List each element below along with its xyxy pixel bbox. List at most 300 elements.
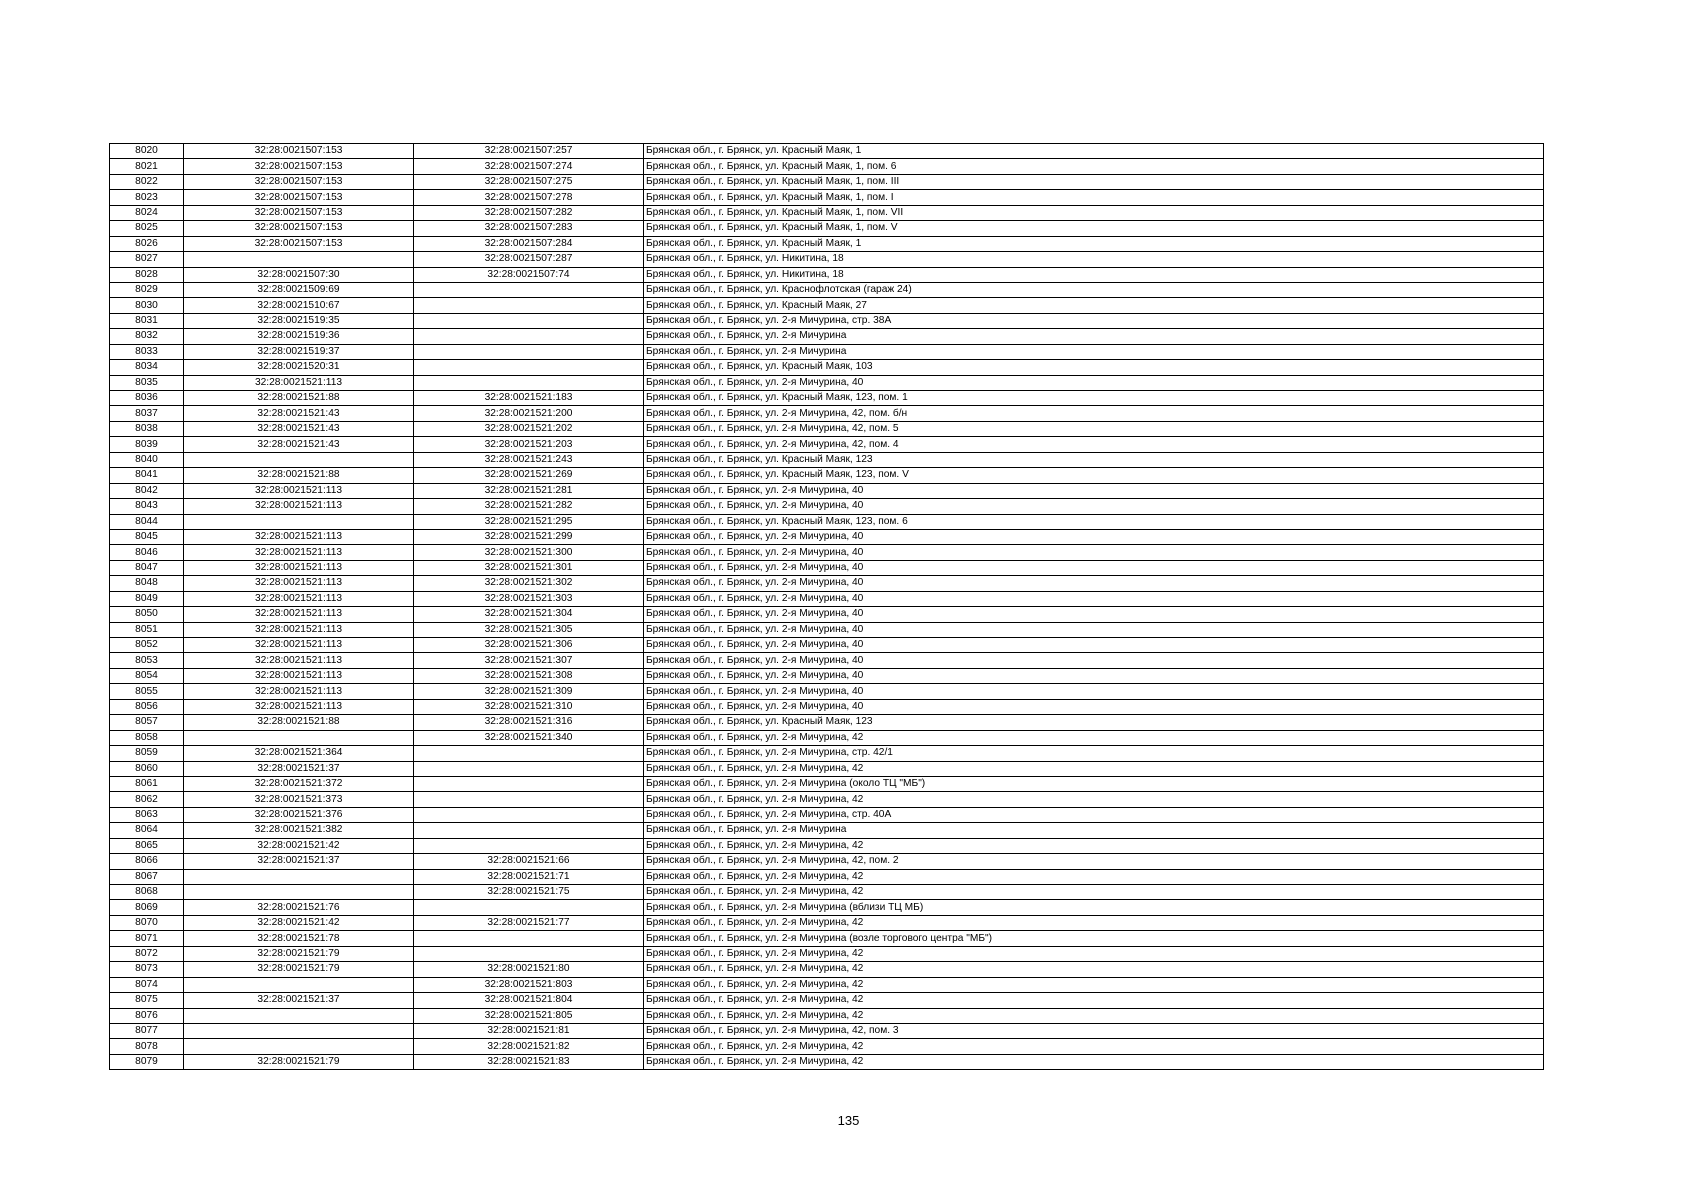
table-row xyxy=(110,499,1544,514)
address-cell: Брянская обл., г. Брянск, ул. Красный Маяк, 123, пом. V xyxy=(644,468,1544,483)
cadastral-number-cell: 32:28:0021507:74 xyxy=(414,267,644,282)
address-cell: Брянская обл., г. Брянск, ул. 2-я Мичурина, 40 xyxy=(644,622,1544,637)
address-cell: Брянская обл., г. Брянск, ул. 2-я Мичурина, 42 xyxy=(644,792,1544,807)
table-row xyxy=(110,885,1544,900)
parent-cadastral-number-cell: 32:28:0021521:113 xyxy=(184,545,414,560)
address-cell: Брянская обл., г. Брянск, ул. 2-я Мичурина, 40 xyxy=(644,591,1544,606)
table-row xyxy=(110,854,1544,869)
row-number-cell: 8077 xyxy=(110,1023,184,1038)
parent-cadastral-number-cell: 32:28:0021521:373 xyxy=(184,792,414,807)
row-number-cell: 8034 xyxy=(110,360,184,375)
table-row xyxy=(110,607,1544,622)
cadastral-number-cell xyxy=(414,776,644,791)
table-row xyxy=(110,159,1544,174)
row-number-cell: 8040 xyxy=(110,452,184,467)
parent-cadastral-number-cell xyxy=(184,452,414,467)
parent-cadastral-number-cell: 32:28:0021521:37 xyxy=(184,854,414,869)
table-row xyxy=(110,715,1544,730)
parent-cadastral-number-cell: 32:28:0021521:113 xyxy=(184,684,414,699)
table-row xyxy=(110,391,1544,406)
cadastral-number-cell: 32:28:0021507:284 xyxy=(414,236,644,251)
row-number-cell: 8065 xyxy=(110,838,184,853)
table-row xyxy=(110,1039,1544,1054)
address-cell: Брянская обл., г. Брянск, ул. Красный Маяк, 103 xyxy=(644,360,1544,375)
cadastral-number-cell: 32:28:0021521:243 xyxy=(414,452,644,467)
parent-cadastral-number-cell: 32:28:0021509:69 xyxy=(184,282,414,297)
address-cell: Брянская обл., г. Брянск, ул. 2-я Мичурина, 42 xyxy=(644,1039,1544,1054)
parent-cadastral-number-cell xyxy=(184,885,414,900)
parent-cadastral-number-cell: 32:28:0021521:79 xyxy=(184,1054,414,1069)
cadastral-number-cell: 32:28:0021507:278 xyxy=(414,190,644,205)
parent-cadastral-number-cell: 32:28:0021521:42 xyxy=(184,838,414,853)
parent-cadastral-number-cell: 32:28:0021521:37 xyxy=(184,761,414,776)
parent-cadastral-number-cell: 32:28:0021521:113 xyxy=(184,591,414,606)
row-number-cell: 8060 xyxy=(110,761,184,776)
address-cell: Брянская обл., г. Брянск, ул. 2-я Мичурина xyxy=(644,823,1544,838)
cadastral-number-cell xyxy=(414,807,644,822)
cadastral-number-cell: 32:28:0021521:281 xyxy=(414,483,644,498)
address-cell: Брянская обл., г. Брянск, ул. 2-я Мичурина, 42, пом. б/н xyxy=(644,406,1544,421)
parent-cadastral-number-cell: 32:28:0021520:31 xyxy=(184,360,414,375)
table-row xyxy=(110,1008,1544,1023)
cadastral-number-cell: 32:28:0021521:295 xyxy=(414,514,644,529)
cadastral-number-cell: 32:28:0021507:257 xyxy=(414,144,644,159)
cadastral-number-cell: 32:28:0021521:83 xyxy=(414,1054,644,1069)
row-number-cell: 8050 xyxy=(110,607,184,622)
table-row xyxy=(110,668,1544,683)
row-number-cell: 8044 xyxy=(110,514,184,529)
address-cell: Брянская обл., г. Брянск, ул. 2-я Мичурина, 40 xyxy=(644,576,1544,591)
row-number-cell: 8059 xyxy=(110,746,184,761)
address-cell: Брянская обл., г. Брянск, ул. Красный Маяк, 1 xyxy=(644,236,1544,251)
row-number-cell: 8041 xyxy=(110,468,184,483)
cadastral-number-cell: 32:28:0021521:299 xyxy=(414,529,644,544)
cadastral-number-cell: 32:28:0021521:304 xyxy=(414,607,644,622)
cadastral-number-cell xyxy=(414,746,644,761)
cadastral-number-cell xyxy=(414,313,644,328)
address-cell: Брянская обл., г. Брянск, ул. Красный Маяк, 123 xyxy=(644,715,1544,730)
address-cell: Брянская обл., г. Брянск, ул. 2-я Мичурина, 42 xyxy=(644,946,1544,961)
cadastral-number-cell xyxy=(414,792,644,807)
table-row xyxy=(110,730,1544,745)
row-number-cell: 8045 xyxy=(110,529,184,544)
table-row xyxy=(110,653,1544,668)
table-row xyxy=(110,282,1544,297)
table-row xyxy=(110,313,1544,328)
parent-cadastral-number-cell: 32:28:0021521:79 xyxy=(184,946,414,961)
cadastral-number-cell: 32:28:0021521:804 xyxy=(414,993,644,1008)
row-number-cell: 8062 xyxy=(110,792,184,807)
table-row xyxy=(110,529,1544,544)
parent-cadastral-number-cell: 32:28:0021521:376 xyxy=(184,807,414,822)
row-number-cell: 8027 xyxy=(110,252,184,267)
address-cell: Брянская обл., г. Брянск, ул. 2-я Мичурина, 42 xyxy=(644,885,1544,900)
cadastral-number-cell: 32:28:0021521:66 xyxy=(414,854,644,869)
table-row xyxy=(110,205,1544,220)
row-number-cell: 8022 xyxy=(110,174,184,189)
parent-cadastral-number-cell: 32:28:0021507:153 xyxy=(184,190,414,205)
cadastral-number-cell: 32:28:0021521:300 xyxy=(414,545,644,560)
parent-cadastral-number-cell: 32:28:0021521:42 xyxy=(184,915,414,930)
page-number: 135 xyxy=(837,1113,860,1128)
table-row xyxy=(110,329,1544,344)
table-row xyxy=(110,792,1544,807)
table-row xyxy=(110,838,1544,853)
table-row xyxy=(110,298,1544,313)
parent-cadastral-number-cell: 32:28:0021521:37 xyxy=(184,993,414,1008)
parent-cadastral-number-cell: 32:28:0021521:88 xyxy=(184,391,414,406)
parent-cadastral-number-cell: 32:28:0021521:88 xyxy=(184,715,414,730)
parent-cadastral-number-cell: 32:28:0021507:153 xyxy=(184,144,414,159)
parent-cadastral-number-cell: 32:28:0021507:153 xyxy=(184,159,414,174)
cadastral-number-cell: 32:28:0021507:282 xyxy=(414,205,644,220)
table-row xyxy=(110,1054,1544,1069)
table-row xyxy=(110,144,1544,159)
cadastral-number-cell xyxy=(414,298,644,313)
table-row xyxy=(110,576,1544,591)
parent-cadastral-number-cell xyxy=(184,1008,414,1023)
row-number-cell: 8024 xyxy=(110,205,184,220)
cadastral-number-cell: 32:28:0021521:269 xyxy=(414,468,644,483)
address-cell: Брянская обл., г. Брянск, ул. 2-я Мичурина, 40 xyxy=(644,638,1544,653)
cadastral-number-cell: 32:28:0021521:309 xyxy=(414,684,644,699)
parent-cadastral-number-cell: 32:28:0021521:78 xyxy=(184,931,414,946)
row-number-cell: 8066 xyxy=(110,854,184,869)
cadastral-number-cell: 32:28:0021521:202 xyxy=(414,421,644,436)
cadastral-number-cell xyxy=(414,360,644,375)
row-number-cell: 8038 xyxy=(110,421,184,436)
address-cell: Брянская обл., г. Брянск, ул. 2-я Мичурина (вблизи ТЦ МБ) xyxy=(644,900,1544,915)
cadastral-number-cell xyxy=(414,761,644,776)
address-cell: Брянская обл., г. Брянск, ул. 2-я Мичурина, 40 xyxy=(644,699,1544,714)
table-row xyxy=(110,267,1544,282)
table-row xyxy=(110,174,1544,189)
table-row xyxy=(110,869,1544,884)
address-cell: Брянская обл., г. Брянск, ул. 2-я Мичурина, 42, пом. 3 xyxy=(644,1023,1544,1038)
parent-cadastral-number-cell: 32:28:0021519:36 xyxy=(184,329,414,344)
cadastral-number-cell: 32:28:0021521:303 xyxy=(414,591,644,606)
row-number-cell: 8058 xyxy=(110,730,184,745)
table-row xyxy=(110,560,1544,575)
address-cell: Брянская обл., г. Брянск, ул. 2-я Мичурина, 40 xyxy=(644,483,1544,498)
row-number-cell: 8071 xyxy=(110,931,184,946)
cadastral-number-cell xyxy=(414,823,644,838)
address-cell: Брянская обл., г. Брянск, ул. 2-я Мичурина, 42 xyxy=(644,1054,1544,1069)
cadastral-number-cell: 32:28:0021521:80 xyxy=(414,962,644,977)
table-row xyxy=(110,699,1544,714)
parent-cadastral-number-cell: 32:28:0021521:113 xyxy=(184,560,414,575)
table-row xyxy=(110,252,1544,267)
table-row xyxy=(110,545,1544,560)
cadastral-number-cell: 32:28:0021521:82 xyxy=(414,1039,644,1054)
address-cell: Брянская обл., г. Брянск, ул. Красный Маяк, 1, пом. I xyxy=(644,190,1544,205)
address-cell: Брянская обл., г. Брянск, ул. 2-я Мичурина, 42 xyxy=(644,761,1544,776)
address-cell: Брянская обл., г. Брянск, ул. 2-я Мичурина, 40 xyxy=(644,668,1544,683)
address-cell: Брянская обл., г. Брянск, ул. 2-я Мичурина, 42, пом. 5 xyxy=(644,421,1544,436)
parent-cadastral-number-cell: 32:28:0021507:153 xyxy=(184,236,414,251)
cadastral-number-cell xyxy=(414,931,644,946)
address-cell: Брянская обл., г. Брянск, ул. 2-я Мичурина, стр. 42/1 xyxy=(644,746,1544,761)
table-row xyxy=(110,190,1544,205)
cadastral-number-cell: 32:28:0021521:71 xyxy=(414,869,644,884)
address-cell: Брянская обл., г. Брянск, ул. 2-я Мичурина, 40 xyxy=(644,684,1544,699)
row-number-cell: 8052 xyxy=(110,638,184,653)
row-number-cell: 8036 xyxy=(110,391,184,406)
address-cell: Брянская обл., г. Брянск, ул. 2-я Мичурина, 42 xyxy=(644,977,1544,992)
parent-cadastral-number-cell: 32:28:0021521:76 xyxy=(184,900,414,915)
parent-cadastral-number-cell: 32:28:0021521:364 xyxy=(184,746,414,761)
row-number-cell: 8033 xyxy=(110,344,184,359)
address-cell: Брянская обл., г. Брянск, ул. Красный Маяк, 1 xyxy=(644,144,1544,159)
parent-cadastral-number-cell: 32:28:0021521:43 xyxy=(184,421,414,436)
table-row xyxy=(110,360,1544,375)
cadastral-number-cell: 32:28:0021521:805 xyxy=(414,1008,644,1023)
cadastral-number-cell xyxy=(414,375,644,390)
table-row xyxy=(110,514,1544,529)
table-row xyxy=(110,807,1544,822)
parent-cadastral-number-cell: 32:28:0021521:113 xyxy=(184,483,414,498)
parent-cadastral-number-cell: 32:28:0021521:382 xyxy=(184,823,414,838)
cadastral-number-cell: 32:28:0021521:307 xyxy=(414,653,644,668)
cadastral-number-cell: 32:28:0021507:287 xyxy=(414,252,644,267)
table-row xyxy=(110,776,1544,791)
row-number-cell: 8064 xyxy=(110,823,184,838)
row-number-cell: 8035 xyxy=(110,375,184,390)
registry-table xyxy=(109,143,1544,1070)
cadastral-number-cell: 32:28:0021521:301 xyxy=(414,560,644,575)
address-cell: Брянская обл., г. Брянск, ул. Красный Маяк, 123, пом. 6 xyxy=(644,514,1544,529)
row-number-cell: 8068 xyxy=(110,885,184,900)
row-number-cell: 8055 xyxy=(110,684,184,699)
row-number-cell: 8078 xyxy=(110,1039,184,1054)
table-row xyxy=(110,437,1544,452)
address-cell: Брянская обл., г. Брянск, ул. Красный Маяк, 1, пом. VII xyxy=(644,205,1544,220)
cadastral-number-cell: 32:28:0021521:77 xyxy=(414,915,644,930)
row-number-cell: 8026 xyxy=(110,236,184,251)
cadastral-number-cell: 32:28:0021521:306 xyxy=(414,638,644,653)
table-row xyxy=(110,483,1544,498)
parent-cadastral-number-cell: 32:28:0021507:153 xyxy=(184,205,414,220)
address-cell: Брянская обл., г. Брянск, ул. 2-я Мичурина, 40 xyxy=(644,499,1544,514)
row-number-cell: 8056 xyxy=(110,699,184,714)
registry-table-body xyxy=(110,144,1544,1070)
parent-cadastral-number-cell: 32:28:0021521:43 xyxy=(184,406,414,421)
table-row xyxy=(110,977,1544,992)
row-number-cell: 8072 xyxy=(110,946,184,961)
row-number-cell: 8057 xyxy=(110,715,184,730)
cadastral-number-cell: 32:28:0021521:81 xyxy=(414,1023,644,1038)
row-number-cell: 8029 xyxy=(110,282,184,297)
parent-cadastral-number-cell: 32:28:0021521:79 xyxy=(184,962,414,977)
row-number-cell: 8043 xyxy=(110,499,184,514)
address-cell: Брянская обл., г. Брянск, ул. 2-я Мичурина, 42 xyxy=(644,730,1544,745)
cadastral-number-cell: 32:28:0021507:274 xyxy=(414,159,644,174)
address-cell: Брянская обл., г. Брянск, ул. Красный Маяк, 1, пом. 6 xyxy=(644,159,1544,174)
cadastral-number-cell xyxy=(414,344,644,359)
table-row xyxy=(110,962,1544,977)
address-cell: Брянская обл., г. Брянск, ул. 2-я Мичурина, 42 xyxy=(644,915,1544,930)
row-number-cell: 8046 xyxy=(110,545,184,560)
parent-cadastral-number-cell xyxy=(184,730,414,745)
table-row xyxy=(110,591,1544,606)
address-cell: Брянская обл., г. Брянск, ул. Красный Маяк, 1, пом. V xyxy=(644,221,1544,236)
cadastral-number-cell: 32:28:0021507:283 xyxy=(414,221,644,236)
address-cell: Брянская обл., г. Брянск, ул. 2-я Мичурина, 40 xyxy=(644,607,1544,622)
table-row xyxy=(110,823,1544,838)
row-number-cell: 8023 xyxy=(110,190,184,205)
parent-cadastral-number-cell: 32:28:0021521:113 xyxy=(184,576,414,591)
parent-cadastral-number-cell: 32:28:0021521:113 xyxy=(184,499,414,514)
table-row xyxy=(110,421,1544,436)
row-number-cell: 8076 xyxy=(110,1008,184,1023)
table-row xyxy=(110,931,1544,946)
cadastral-number-cell: 32:28:0021521:305 xyxy=(414,622,644,637)
cadastral-number-cell: 32:28:0021521:302 xyxy=(414,576,644,591)
parent-cadastral-number-cell: 32:28:0021521:113 xyxy=(184,607,414,622)
row-number-cell: 8067 xyxy=(110,869,184,884)
cadastral-number-cell: 32:28:0021521:75 xyxy=(414,885,644,900)
row-number-cell: 8079 xyxy=(110,1054,184,1069)
address-cell: Брянская обл., г. Брянск, ул. 2-я Мичурина, 42 xyxy=(644,838,1544,853)
parent-cadastral-number-cell xyxy=(184,1023,414,1038)
table-row xyxy=(110,946,1544,961)
table-row xyxy=(110,452,1544,467)
address-cell: Брянская обл., г. Брянск, ул. Никитина, 18 xyxy=(644,252,1544,267)
parent-cadastral-number-cell: 32:28:0021521:88 xyxy=(184,468,414,483)
address-cell: Брянская обл., г. Брянск, ул. 2-я Мичурина xyxy=(644,329,1544,344)
address-cell: Брянская обл., г. Брянск, ул. Красный Маяк, 27 xyxy=(644,298,1544,313)
parent-cadastral-number-cell xyxy=(184,514,414,529)
address-cell: Брянская обл., г. Брянск, ул. 2-я Мичурина xyxy=(644,344,1544,359)
parent-cadastral-number-cell: 32:28:0021510:67 xyxy=(184,298,414,313)
address-cell: Брянская обл., г. Брянск, ул. 2-я Мичурина, 40 xyxy=(644,653,1544,668)
cadastral-number-cell: 32:28:0021521:340 xyxy=(414,730,644,745)
cadastral-number-cell xyxy=(414,900,644,915)
address-cell: Брянская обл., г. Брянск, ул. 2-я Мичурина, 40 xyxy=(644,529,1544,544)
table-row xyxy=(110,638,1544,653)
address-cell: Брянская обл., г. Брянск, ул. 2-я Мичурина, 40 xyxy=(644,560,1544,575)
parent-cadastral-number-cell xyxy=(184,252,414,267)
parent-cadastral-number-cell: 32:28:0021521:113 xyxy=(184,638,414,653)
address-cell: Брянская обл., г. Брянск, ул. Никитина, 18 xyxy=(644,267,1544,282)
address-cell: Брянская обл., г. Брянск, ул. Краснофлотская (гараж 24) xyxy=(644,282,1544,297)
row-number-cell: 8073 xyxy=(110,962,184,977)
table-row xyxy=(110,746,1544,761)
row-number-cell: 8037 xyxy=(110,406,184,421)
row-number-cell: 8032 xyxy=(110,329,184,344)
parent-cadastral-number-cell: 32:28:0021507:153 xyxy=(184,221,414,236)
cadastral-number-cell: 32:28:0021521:308 xyxy=(414,668,644,683)
address-cell: Брянская обл., г. Брянск, ул. 2-я Мичурина, 42, пом. 2 xyxy=(644,854,1544,869)
address-cell: Брянская обл., г. Брянск, ул. Красный Маяк, 123 xyxy=(644,452,1544,467)
cadastral-number-cell xyxy=(414,282,644,297)
table-row xyxy=(110,684,1544,699)
parent-cadastral-number-cell: 32:28:0021521:113 xyxy=(184,699,414,714)
row-number-cell: 8074 xyxy=(110,977,184,992)
address-cell: Брянская обл., г. Брянск, ул. 2-я Мичурина, 40 xyxy=(644,545,1544,560)
row-number-cell: 8075 xyxy=(110,993,184,1008)
table-row xyxy=(110,236,1544,251)
row-number-cell: 8069 xyxy=(110,900,184,915)
parent-cadastral-number-cell xyxy=(184,977,414,992)
parent-cadastral-number-cell xyxy=(184,869,414,884)
table-row xyxy=(110,468,1544,483)
parent-cadastral-number-cell: 32:28:0021521:113 xyxy=(184,668,414,683)
table-row xyxy=(110,1023,1544,1038)
address-cell: Брянская обл., г. Брянск, ул. 2-я Мичурина, 40 xyxy=(644,375,1544,390)
address-cell: Брянская обл., г. Брянск, ул. 2-я Мичурина, 42 xyxy=(644,1008,1544,1023)
cadastral-number-cell xyxy=(414,838,644,853)
row-number-cell: 8061 xyxy=(110,776,184,791)
table-row xyxy=(110,993,1544,1008)
row-number-cell: 8048 xyxy=(110,576,184,591)
address-cell: Брянская обл., г. Брянск, ул. 2-я Мичурина, стр. 40А xyxy=(644,807,1544,822)
table-row xyxy=(110,900,1544,915)
address-cell: Брянская обл., г. Брянск, ул. Красный Маяк, 1, пом. III xyxy=(644,174,1544,189)
cadastral-number-cell: 32:28:0021521:282 xyxy=(414,499,644,514)
row-number-cell: 8051 xyxy=(110,622,184,637)
cadastral-number-cell: 32:28:0021507:275 xyxy=(414,174,644,189)
row-number-cell: 8030 xyxy=(110,298,184,313)
parent-cadastral-number-cell: 32:28:0021521:113 xyxy=(184,375,414,390)
parent-cadastral-number-cell xyxy=(184,1039,414,1054)
cadastral-number-cell: 32:28:0021521:310 xyxy=(414,699,644,714)
row-number-cell: 8031 xyxy=(110,313,184,328)
address-cell: Брянская обл., г. Брянск, ул. 2-я Мичурина, 42 xyxy=(644,962,1544,977)
parent-cadastral-number-cell: 32:28:0021521:113 xyxy=(184,622,414,637)
parent-cadastral-number-cell: 32:28:0021521:113 xyxy=(184,653,414,668)
parent-cadastral-number-cell: 32:28:0021519:37 xyxy=(184,344,414,359)
row-number-cell: 8070 xyxy=(110,915,184,930)
cadastral-number-cell: 32:28:0021521:200 xyxy=(414,406,644,421)
parent-cadastral-number-cell: 32:28:0021521:372 xyxy=(184,776,414,791)
parent-cadastral-number-cell: 32:28:0021507:153 xyxy=(184,174,414,189)
address-cell: Брянская обл., г. Брянск, ул. 2-я Мичурина, 42, пом. 4 xyxy=(644,437,1544,452)
table-row xyxy=(110,761,1544,776)
row-number-cell: 8021 xyxy=(110,159,184,174)
parent-cadastral-number-cell: 32:28:0021507:30 xyxy=(184,267,414,282)
cadastral-number-cell: 32:28:0021521:203 xyxy=(414,437,644,452)
address-cell: Брянская обл., г. Брянск, ул. 2-я Мичурина, 42 xyxy=(644,993,1544,1008)
row-number-cell: 8047 xyxy=(110,560,184,575)
row-number-cell: 8039 xyxy=(110,437,184,452)
table-row xyxy=(110,221,1544,236)
address-cell: Брянская обл., г. Брянск, ул. 2-я Мичурина (около ТЦ "МБ") xyxy=(644,776,1544,791)
parent-cadastral-number-cell: 32:28:0021519:35 xyxy=(184,313,414,328)
row-number-cell: 8028 xyxy=(110,267,184,282)
address-cell: Брянская обл., г. Брянск, ул. 2-я Мичурина, 42 xyxy=(644,869,1544,884)
row-number-cell: 8063 xyxy=(110,807,184,822)
cadastral-number-cell xyxy=(414,946,644,961)
row-number-cell: 8053 xyxy=(110,653,184,668)
address-cell: Брянская обл., г. Брянск, ул. 2-я Мичурина (возле торгового центра "МБ") xyxy=(644,931,1544,946)
cadastral-number-cell: 32:28:0021521:183 xyxy=(414,391,644,406)
cadastral-number-cell: 32:28:0021521:316 xyxy=(414,715,644,730)
cadastral-number-cell: 32:28:0021521:803 xyxy=(414,977,644,992)
parent-cadastral-number-cell: 32:28:0021521:43 xyxy=(184,437,414,452)
row-number-cell: 8020 xyxy=(110,144,184,159)
address-cell: Брянская обл., г. Брянск, ул. 2-я Мичурина, стр. 38А xyxy=(644,313,1544,328)
table-row xyxy=(110,915,1544,930)
table-row xyxy=(110,375,1544,390)
cadastral-number-cell xyxy=(414,329,644,344)
table-row xyxy=(110,406,1544,421)
row-number-cell: 8042 xyxy=(110,483,184,498)
row-number-cell: 8054 xyxy=(110,668,184,683)
table-row xyxy=(110,622,1544,637)
table-row xyxy=(110,344,1544,359)
address-cell: Брянская обл., г. Брянск, ул. Красный Маяк, 123, пом. 1 xyxy=(644,391,1544,406)
